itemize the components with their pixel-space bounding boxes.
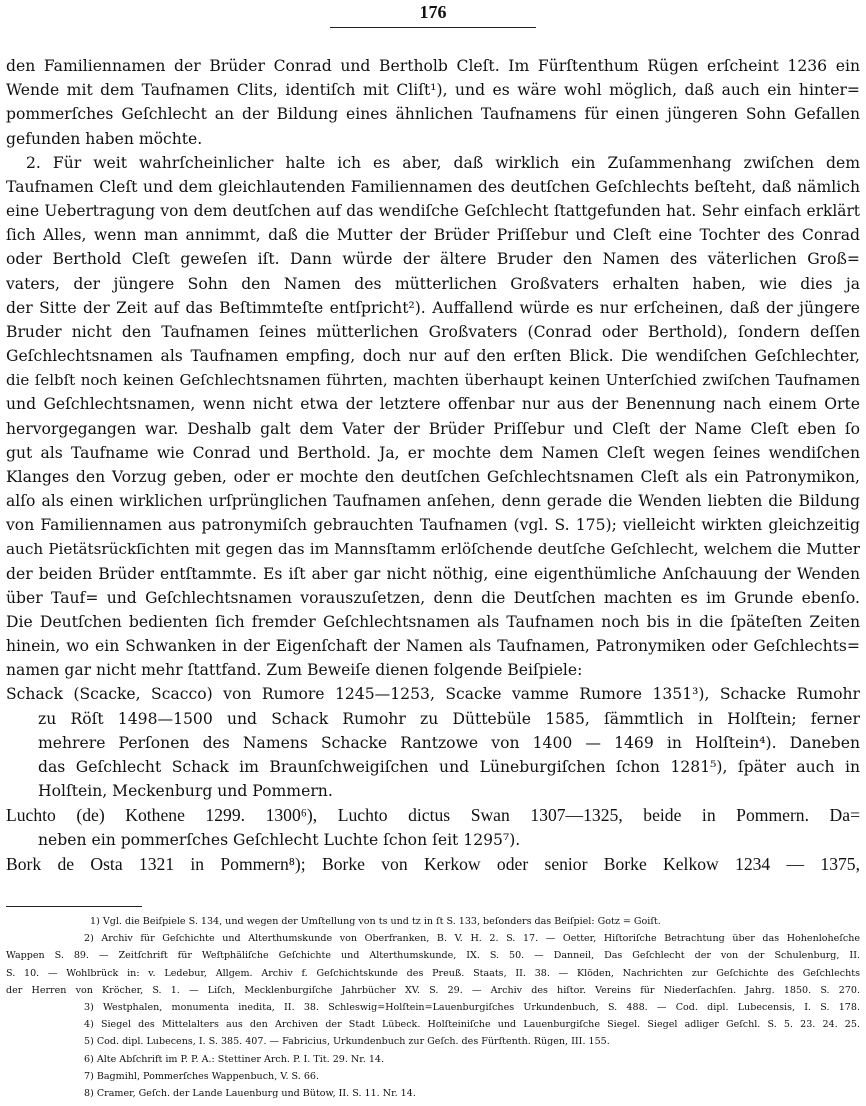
- text-line: das Geſchlecht Schack im Braunſchweigiſchen und Lüneburgiſchen ſchon 1281⁵), ſpäter auch in: [38, 757, 860, 776]
- text-line: Holſtein, Meckenburg und Pommern.: [38, 782, 333, 801]
- header-rule: [330, 27, 536, 28]
- text-line: eine Uebertragung von dem deutſchen auf das wendiſche Geſchlecht ſtattgefunden hat. Sehr einfach erklärt: [6, 202, 860, 221]
- text-line: Die Deutſchen bedienten ſich fremder Geſchlechtsnamen als Taufnamen noch bis in die ſpäteſten Zeiten: [6, 612, 860, 631]
- footnote-line: 2) Archiv für Geſchichte und Alterthumskunde von Oberfranken, B. V. H. 2. S. 17. — Oetter, Hiſtoriſche Betrachtung über das Hohenloheſche: [84, 933, 860, 945]
- footnote-line: S. 10. — Wohlbrück in: v. Ledebur, Allgem. Archiv f. Geſchichtskunde des Preuß. Staats, II. 38. — Klöden, Nachrichten zur Geſchichte des Geſchlechts: [6, 967, 860, 979]
- page-number: 176: [419, 2, 447, 22]
- text-line: gut als Taufname wie Conrad und Berthold. Ja, er mochte dem Namen Cleſt wegen ſeines wendiſchen: [6, 443, 860, 462]
- main-text: [6, 54, 860, 876]
- text-line: gefunden haben möchte.: [6, 129, 203, 148]
- text-line: die ſelbſt noch keinen Geſchlechtsnamen führten, machten überhaupt keinen Unterſchied zwiſchen Taufnamen: [6, 371, 860, 390]
- footnote-line: 4) Siegel des Mittelalters aus den Archiven der Stadt Lübeck. Holſteiniſche und Lauenburgiſche Siegel. Siegel adliger Geſchl. S. 5. 23. 24. 25.: [84, 1019, 860, 1031]
- text-line: Bork de Osta 1321 in Pommern⁸); Borke von Kerkow oder senior Borke Kelkow 1234 — 1375,: [6, 853, 860, 874]
- footnote-separator: [6, 906, 142, 907]
- footnotes: [6, 913, 860, 1102]
- text-line: von Familiennamen aus patronymiſch gebrauchten Taufnamen (vgl. S. 175); vielleicht wirkten gleichzeitig: [6, 516, 860, 535]
- text-line: vaters, der jüngere Sohn den Namen des mütterlichen Großvaters erhalten haben, wie dies ja: [6, 274, 860, 293]
- footnote-line: 6) Alte Abſchrift im P. P. A.: Stettiner Arch. P. I. Tit. 29. Nr. 14.: [84, 1053, 385, 1065]
- text-line: hinein, wo ein Schwanken in der Eigenſchaft der Namen als Taufnamen, Patronymiken oder Geſchlechts=: [6, 637, 860, 656]
- text-line: mehrere Perſonen des Namens Schacke Rantzowe von 1400 — 1469 in Holſtein⁴). Daneben: [38, 733, 860, 752]
- footnote-line: 8) Cramer, Geſch. der Lande Lauenburg und Bütow, II. S. 11. Nr. 14.: [84, 1087, 416, 1099]
- text-line: alſo als einen wirklichen urſprünglichen Taufnamen anſehen, denn gerade die Wenden liebten die Bildung: [6, 492, 860, 511]
- text-line: ſich Alles, wenn man annimmt, daß die Mutter der Brüder Priſſebur und Cleſt eine Tochter des Conrad: [6, 226, 860, 245]
- footnote-line: der Herren von Kröcher, S. 1. — Liſch, Mecklenburgiſche Jahrbücher XV. S. 29. — Archiv des hiſtor. Vereins für Niederſachſen. Jahrg. 1850. S. 270.: [6, 984, 860, 996]
- text-line: Luchto (de) Kothene 1299. 1300⁶), Luchto dictus Swan 1307—1325, beide in Pommern. Da=: [6, 805, 860, 826]
- text-line: zu Röſt 1498—1500 und Schack Rumohr zu Düttebüle 1585, ſämmtlich in Holſtein; ferner: [38, 709, 860, 728]
- text-line: Schack (Scacke, Scacco) von Rumore 1245—1253, Scacke vamme Rumore 1351³), Schacke Rumohr: [6, 685, 860, 704]
- text-line: über Tauf= und Geſchlechtsnamen vorauszuſetzen, denn die Deutſchen machten es im Grunde ebenſo.: [6, 588, 860, 607]
- text-line: neben ein pommerſches Geſchlecht Luchte ſchon ſeit 1295⁷).: [38, 830, 521, 849]
- text-line: den Familiennamen der Brüder Conrad und Bertholb Cleſt. Im Fürſtenthum Rügen erſcheint 1236 ein: [6, 57, 860, 75]
- text-line: der beiden Brüder entſtammte. Es iſt aber gar nicht nöthig, eine eigenthümliche Anſchauung der Wenden: [6, 564, 860, 583]
- text-line: namen gar nicht mehr ſtattfand. Zum Beweiſe dienen folgende Beiſpiele:: [6, 661, 583, 680]
- footnote-line: Wappen S. 89. — Zeitſchrift für Weſtphäliſche Geſchichte und Alterthumskunde, IX. S. 50. — Danneil, Das Geſchlecht der von der Schulenburg, II.: [6, 950, 860, 962]
- text-line: Klanges den Vorzug geben, oder er mochte den deutſchen Geſchlechtsnamen Cleſt als ein Patronymikon,: [6, 467, 860, 486]
- text-line: Bruder nicht den Taufnamen ſeines mütterlichen Großvaters (Conrad oder Berthold), ſondern deſſen: [6, 322, 860, 341]
- text-line: Geſchlechtsnamen als Taufnamen empfing, doch nur auf den erſten Blick. Die wendiſchen Geſchlechter,: [6, 347, 860, 366]
- text-line: pommerſches Geſchlecht an der Bildung eines ähnlichen Taufnamens für einen jüngeren Sohn Gefallen: [6, 105, 860, 124]
- text-line: Wende mit dem Taufnamen Clits, identiſch mit Cliſt¹), und es wäre wohl möglich, daß auch ein hinter=: [6, 81, 860, 100]
- text-line: Taufnamen Cleſt und dem gleichlautenden Familiennamen des deutſchen Geſchlechts beſteht, daß nämlich: [6, 177, 860, 196]
- footnote-line: 7) Bagmihl, Pommerſches Wappenbuch, V. S. 66.: [84, 1070, 320, 1082]
- footnote-line: 3) Westphalen, monumenta inedita, II. 38. Schleswig=Holſtein=Lauenburgiſches Urkundenbuch, S. 488. — Cod. dipl. Lubecensis, I. S. 178.: [84, 1001, 860, 1013]
- footnote-line: 1) Vgl. die Beiſpiele S. 134, und wegen der Umſtellung von ts und tz in ſt S. 133, beſonders das Beiſpiel: Gotz = Goiſt.: [90, 916, 661, 927]
- text-line: 2. Für weit wahrſcheinlicher halte ich es aber, daß wirklich ein Zuſammenhang zwiſchen dem: [26, 153, 860, 172]
- text-line: und Geſchlechtsnamen, wenn nicht etwa der letztere offenbar nur aus der Benennung nach einem Orte: [6, 395, 860, 414]
- text-line: auch Pietätsrückſichten mit gegen das im Mannsſtamm erlöſchende deutſche Geſchlecht, welchem die Mutter: [6, 540, 860, 559]
- text-line: hervorgegangen war. Deshalb galt dem Vater der Brüder Priſſebur und Cleſt der Name Cleſt eben ſo: [6, 419, 860, 438]
- footnote-line: 5) Cod. dipl. Lubecens, I. S. 385. 407. — Fabricius, Urkundenbuch zur Geſch. des Fürſtenth. Rügen, III. 155.: [84, 1036, 610, 1048]
- text-line: oder Berthold Cleſt geweſen iſt. Dann würde der ältere Bruder den Namen des väterlichen Groß=: [6, 250, 860, 269]
- text-line: der Sitte der Zeit auf das Beſtimmteſte entſpricht²). Auffallend würde es nur erſcheinen, daß der jüngere: [6, 298, 860, 317]
